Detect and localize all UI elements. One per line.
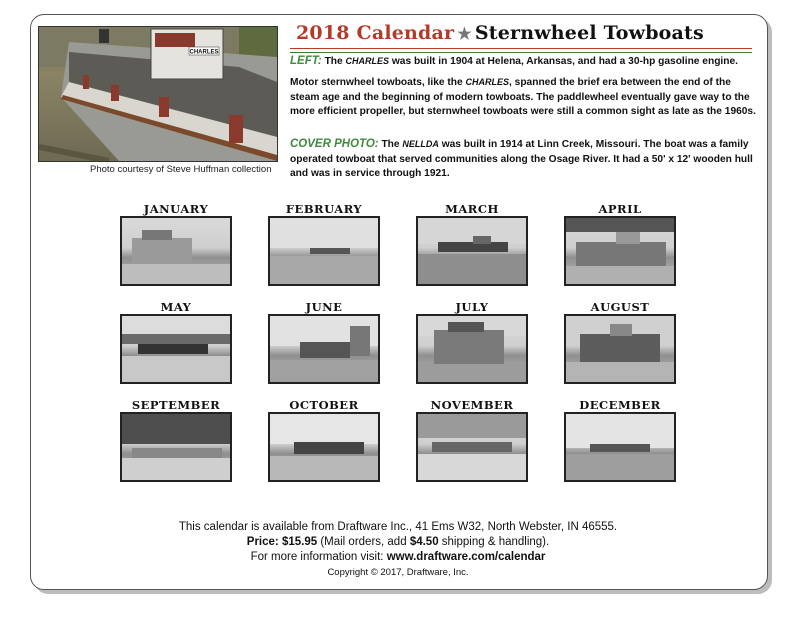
left-text-2: was built in 1904 at Helena, Arkansas, and had a 30-hp gasoline engine.	[389, 56, 738, 67]
month-label: MAY	[160, 300, 192, 314]
boat-thumbnail	[122, 316, 230, 382]
month-december	[564, 398, 676, 482]
star-icon: ★	[457, 24, 472, 43]
photo-credit: Photo courtesy of Steve Huffman collection	[90, 164, 272, 175]
month-photo	[120, 412, 232, 482]
motor-paragraph	[290, 75, 762, 120]
month-photo	[268, 216, 380, 286]
cover-boat-name: NELLDA	[402, 139, 439, 149]
month-label: JANUARY	[143, 202, 209, 216]
month-photo	[416, 216, 528, 286]
month-august	[564, 300, 676, 384]
month-label: FEBRUARY	[285, 202, 363, 216]
left-boat-name: CHARLES	[345, 56, 390, 66]
website-link[interactable]: www.draftware.com/calendar	[386, 551, 546, 563]
month-july	[416, 300, 528, 384]
price-line	[30, 535, 766, 550]
month-label: DECEMBER	[579, 398, 661, 412]
month-label: SEPTEMBER	[131, 398, 221, 412]
month-photo	[564, 216, 676, 286]
copyright: Copyright © 2017, Draftware, Inc.	[327, 567, 469, 578]
availability-line: This calendar is available from Draftware Inc., 41 Ems W32, North Webster, IN 46555.	[178, 521, 618, 533]
page-title	[296, 22, 756, 44]
boat-thumbnail	[418, 414, 526, 480]
left-lead: LEFT:	[290, 55, 322, 67]
boat-thumbnail	[122, 218, 230, 284]
charles-boat-photo	[38, 26, 278, 162]
motor-text-1: Motor sternwheel towboats, like the	[290, 77, 466, 88]
month-april	[564, 202, 676, 286]
month-september	[120, 398, 232, 482]
month-january	[120, 202, 232, 286]
month-photo	[268, 314, 380, 384]
month-label: NOVEMBER	[430, 398, 514, 412]
month-photo	[268, 412, 380, 482]
month-photo	[120, 314, 232, 384]
motor-text-2: , spanned the brief era between the end of the steam age and the beginning of modern towboats. The paddlewheel eventually gave way to the more efficient propeller, but sternwheel towboats were still a common sight as late as the 1960s.	[290, 77, 756, 117]
month-label: APRIL	[598, 202, 642, 216]
boat-thumbnail	[566, 316, 674, 382]
title-calendar: 2018 Calendar	[296, 22, 455, 44]
month-photo	[120, 216, 232, 286]
title-divider	[290, 48, 752, 53]
month-november	[416, 398, 528, 482]
boat-thumbnail	[270, 218, 378, 284]
month-photo	[564, 412, 676, 482]
month-photo	[416, 314, 528, 384]
month-photo	[564, 314, 676, 384]
month-february	[268, 202, 380, 286]
month-label: MARCH	[445, 202, 499, 216]
boat-thumbnail	[122, 414, 230, 480]
month-may	[120, 300, 232, 384]
boat-thumbnail	[418, 218, 526, 284]
cover-lead: COVER PHOTO:	[290, 138, 379, 150]
cover-text-2: was built in 1914 at Linn Creek, Missouri. The boat was a family operated towboat that served communities along the Osage River. It had a 50' x 12' wooden hull and was in service through 1921.	[290, 139, 753, 179]
left-text-1: The	[321, 56, 346, 67]
footer	[30, 520, 766, 580]
month-label: JULY	[455, 300, 489, 314]
month-label: AUGUST	[590, 300, 650, 314]
cover-caption	[290, 137, 762, 182]
boat-thumbnail	[418, 316, 526, 382]
shipping-price: $4.50	[409, 536, 439, 548]
price-note-2: shipping & handling).	[438, 536, 550, 548]
month-photo	[416, 412, 528, 482]
cover-text-1: The	[378, 139, 403, 150]
price-label: Price: $15.95	[246, 536, 318, 548]
boat-thumbnail	[270, 316, 378, 382]
left-caption	[290, 54, 762, 70]
title-towboats: Sternwheel Towboats	[474, 22, 704, 44]
motor-boat-name: CHARLES	[465, 77, 509, 87]
boat-illustration	[39, 27, 277, 161]
info-text: For more information visit:	[250, 551, 387, 563]
month-june	[268, 300, 380, 384]
month-october	[268, 398, 380, 482]
boat-thumbnail	[270, 414, 378, 480]
month-label: OCTOBER	[289, 398, 359, 412]
month-label: JUNE	[305, 300, 343, 314]
month-march	[416, 202, 528, 286]
boat-thumbnail	[566, 414, 674, 480]
boat-sign-text: CHARLES	[189, 49, 219, 56]
info-line	[30, 550, 766, 565]
boat-thumbnail	[566, 218, 674, 284]
price-note-1: (Mail orders, add	[317, 536, 410, 548]
